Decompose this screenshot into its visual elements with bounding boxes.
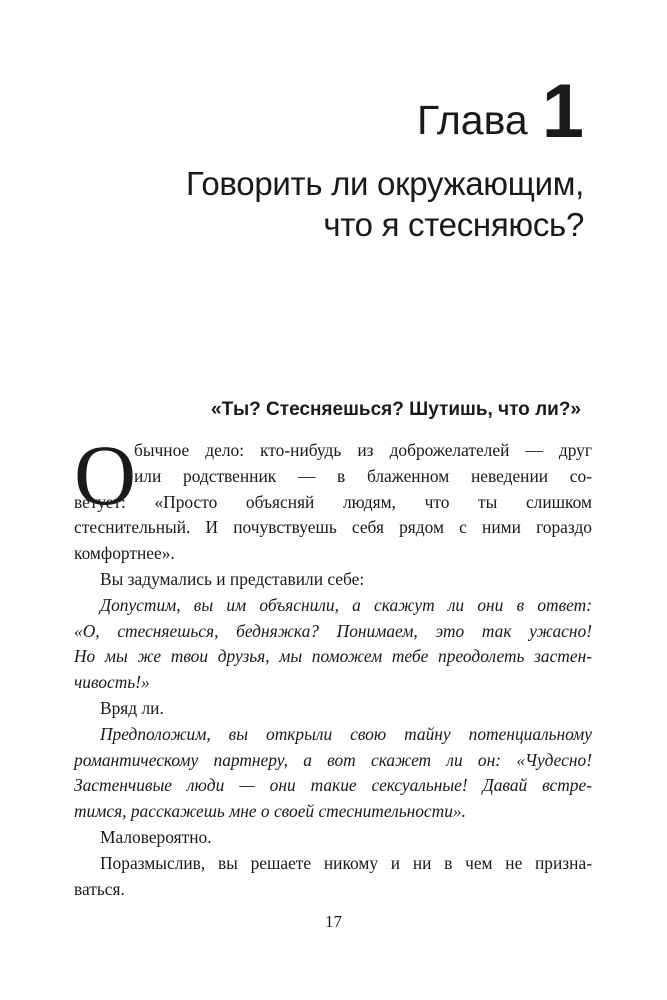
page-number: 17 — [325, 912, 342, 931]
paragraph-line: бычное дело: кто-нибудь из доброжелателей — друг — [134, 440, 592, 460]
paragraph-line: «О, стесняешься, бедняжка? Понимаем, это так ужасно! — [74, 620, 592, 641]
chapter-title-line: Говорить ли окружающим, — [185, 165, 584, 202]
paragraph-line: комфортнее». — [74, 543, 175, 564]
paragraph-line: тимся, расскажешь мне о своей стеснительности». — [74, 801, 466, 822]
paragraph-line: или родственник — в блаженном неведении со- — [134, 465, 592, 486]
paragraph-line: Но мы же твои друзья, мы поможем тебе преодолеть застен- — [74, 646, 592, 667]
chapter-number: 1 — [541, 69, 584, 154]
paragraph-line: Предположим, вы открыли свою тайну потенциальному — [100, 723, 592, 744]
paragraph-line: Вряд ли. — [100, 697, 164, 718]
chapter-label: Глава — [416, 96, 528, 143]
chapter-title-line: что я стесняюсь? — [323, 206, 584, 243]
paragraph-line: ветует: «Просто объясняй людям, что ты слишком — [74, 491, 592, 512]
paragraph-line: стеснительный. И почувствуешь себя рядом с ними гораздо — [74, 517, 592, 538]
section-heading: «Ты? Стесняешься? Шутишь, что ли?» — [211, 399, 581, 420]
paragraph-line: Вы задумались и представили себе: — [100, 568, 365, 589]
drop-cap: О — [74, 427, 137, 523]
paragraph-line: Маловероятно. — [100, 826, 212, 847]
body-text — [74, 438, 592, 902]
paragraph-line: романтическому партнеру, а вот скажет ли он: «Чудесно! — [74, 749, 592, 770]
paragraph-line: Застенчивые люди — они такие сексуальные! Давай встре- — [74, 775, 592, 796]
paragraph-line: Допустим, вы им объяснили, а скажут ли они в ответ: — [100, 594, 592, 615]
paragraph-line: ваться. — [74, 878, 125, 899]
chapter-heading — [416, 69, 584, 154]
chapter-title — [64, 163, 584, 245]
paragraph-line: чивость!» — [74, 672, 150, 693]
paragraph-line: Поразмыслив, вы решаете никому и ни в чем не призна- — [100, 852, 592, 873]
